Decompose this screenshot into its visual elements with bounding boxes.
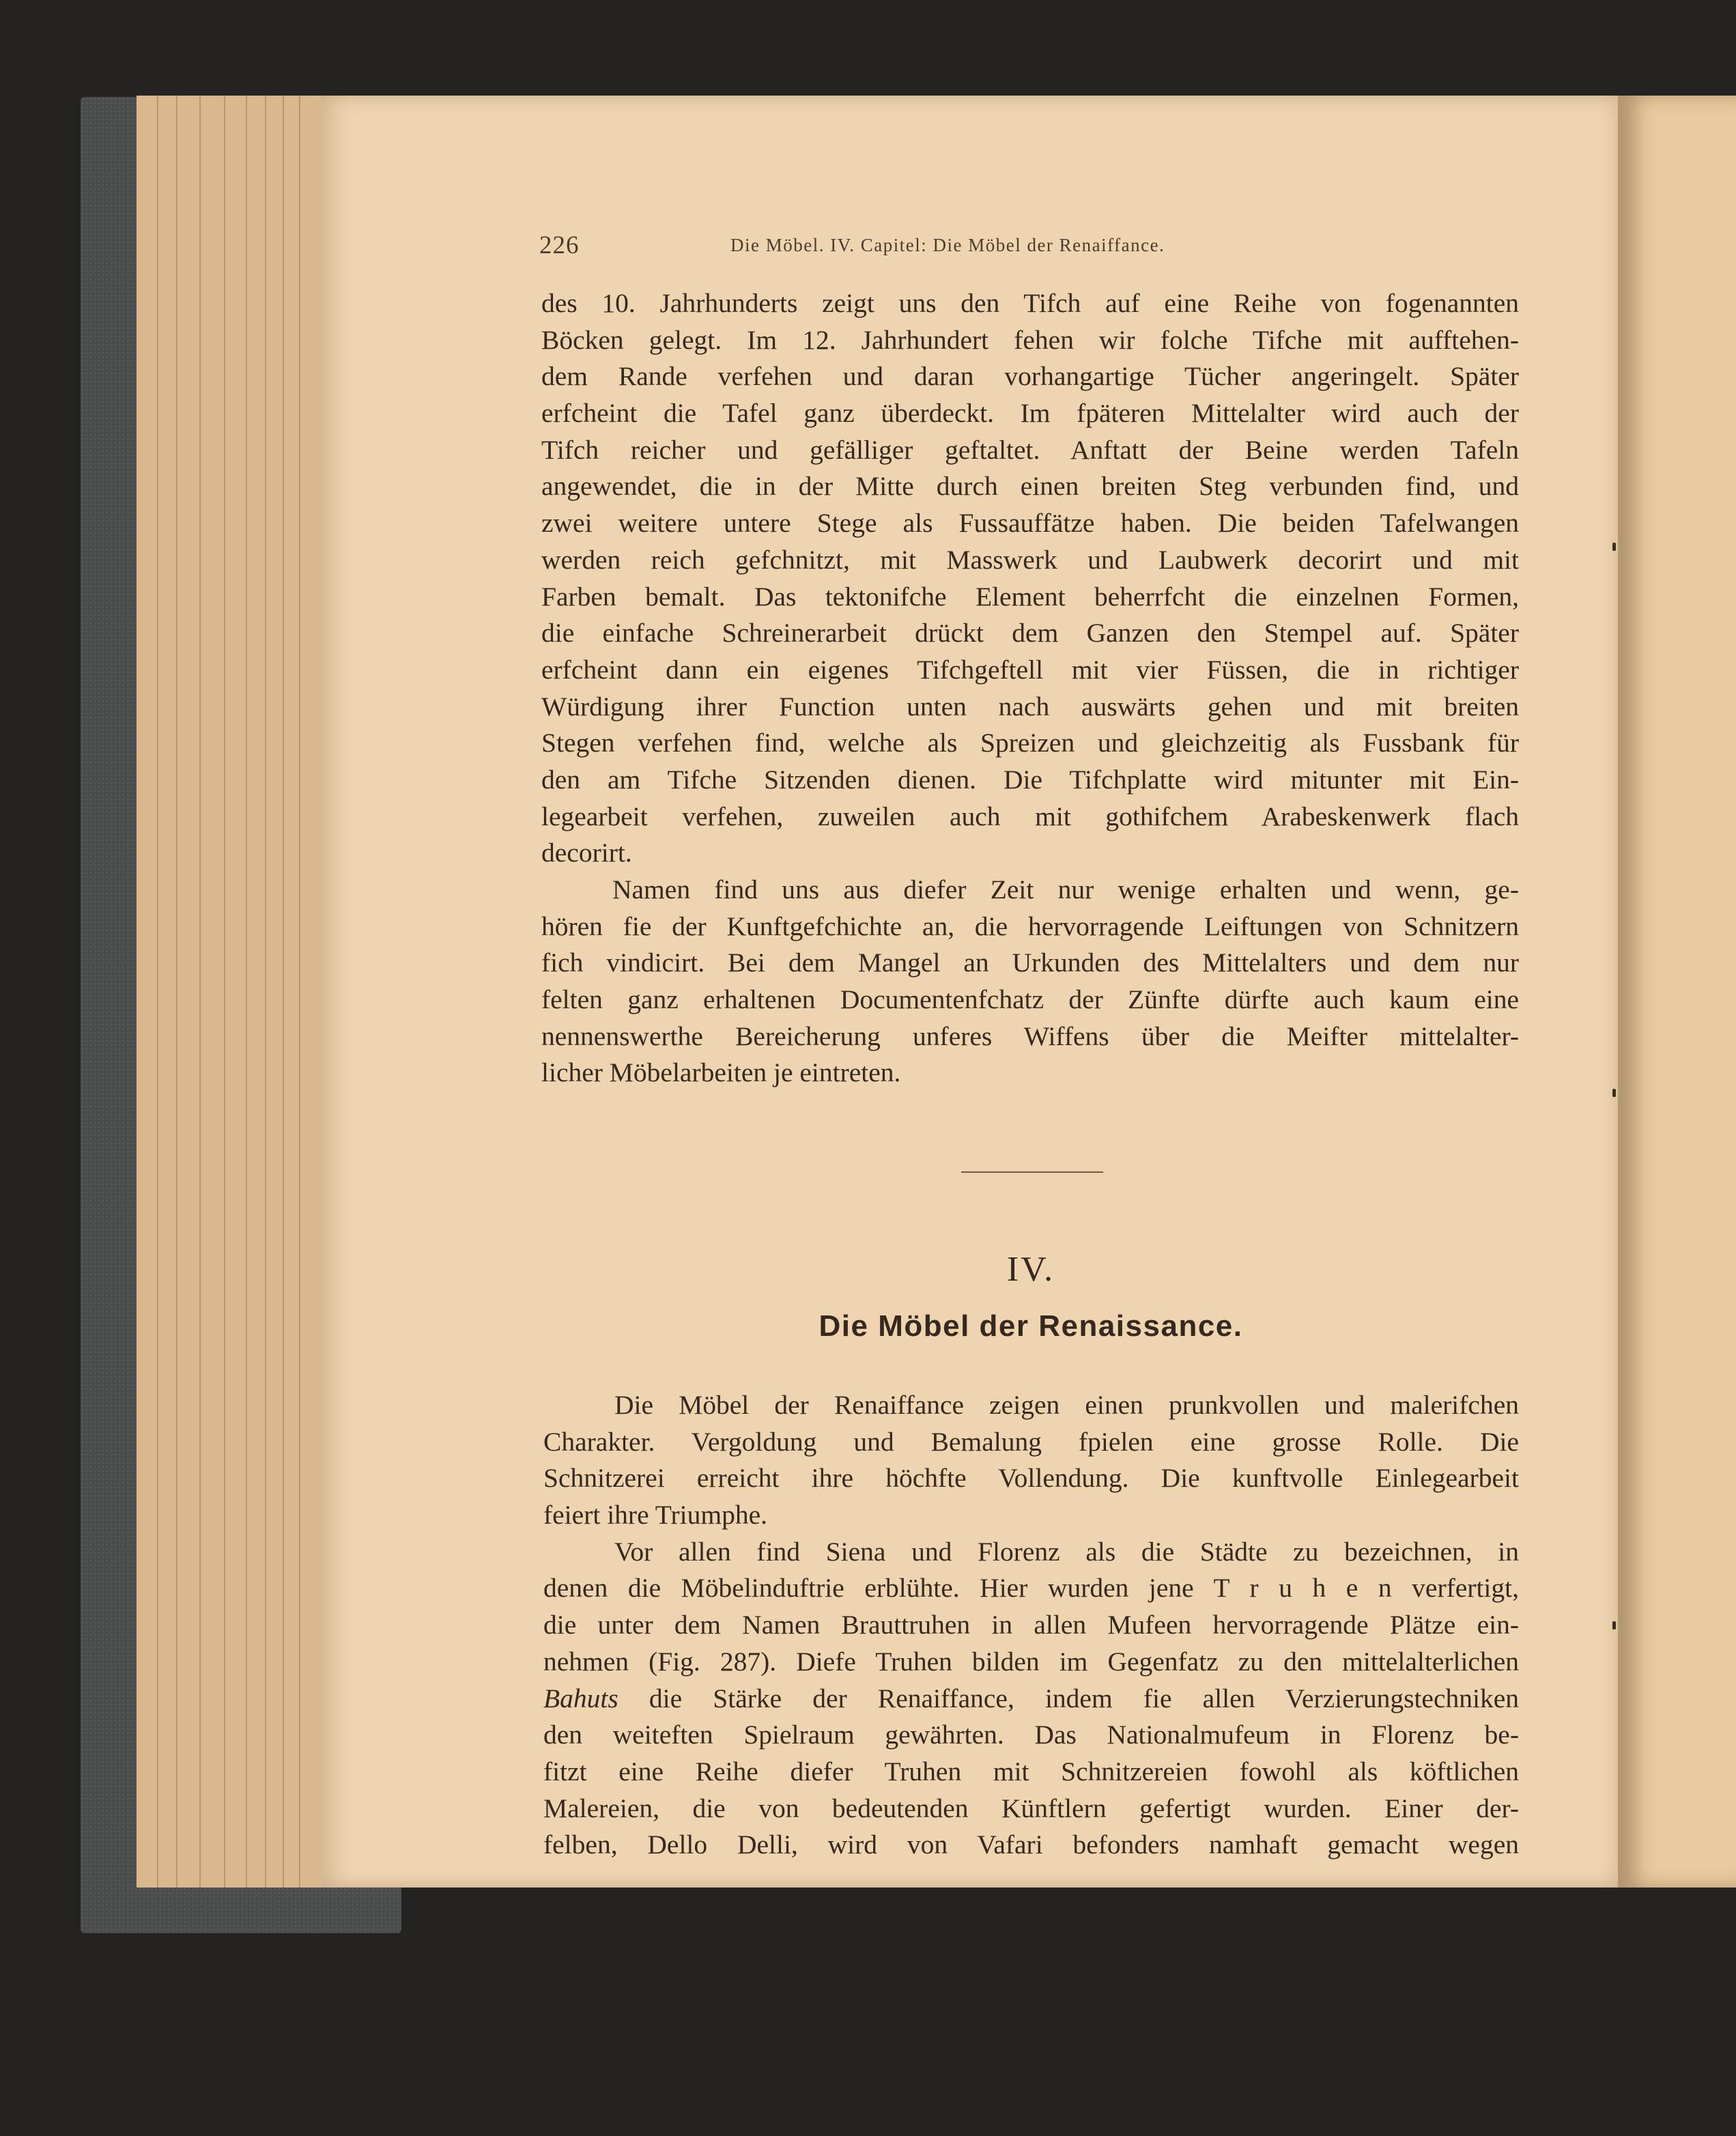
- text-line: den weiteften Spielraum gewährten. Das Nationalmufeum in Florenz be-: [543, 1720, 1519, 1750]
- text-line: den am Tifche Sitzenden dienen. Die Tifchplatte wird mitunter mit Ein-: [541, 764, 1519, 795]
- text-line: Die Möbel der Renaiffance zeigen einen prunkvollen und malerifchen: [614, 1390, 1519, 1420]
- text-line: dem Rande verfehen und daran vorhangartige Tücher angeringelt. Später: [541, 361, 1519, 392]
- text-line: Farben bemalt. Das tektonifche Element beherrfcht die einzelnen Formen,: [541, 581, 1519, 612]
- text-line: hören fie der Kunftgefchichte an, die hervorragende Leiftungen von Schnitzern: [541, 911, 1519, 941]
- text-line: nehmen (Fig. 287). Diefe Truhen bilden im Gegenfatz zu den mittelalterlichen: [543, 1646, 1519, 1677]
- page-number: 226: [539, 231, 580, 259]
- text-line: zwei weitere untere Stege als Fussauffätze haben. Die beiden Tafelwangen: [541, 508, 1519, 539]
- text-line: felten ganz erhaltenen Documentenfchatz der Zünfte dürfte auch kaum eine: [541, 984, 1519, 1015]
- text-line: nennenswerthe Bereicherung unferes Wiffens über die Meifter mittelalter-: [541, 1021, 1519, 1051]
- text-line: feiert ihre Triumphe.: [543, 1500, 768, 1530]
- chapter-title: Die Möbel der Renaissance.: [819, 1309, 1243, 1343]
- running-header: [539, 231, 1522, 265]
- text-line: Malereien, die von bedeutenden Künftlern gefertigt wurden. Einer der-: [543, 1793, 1519, 1823]
- text-line: Namen find uns aus diefer Zeit nur wenige erhalten und wenn, ge-: [612, 874, 1519, 905]
- page-marker: [1612, 543, 1616, 551]
- text-line: angewendet, die in der Mitte durch einen breiten Steg verbunden find, und: [541, 471, 1519, 502]
- text-line: Tifch reicher und gefälliger geftaltet. Anftatt der Beine werden Tafeln: [541, 434, 1519, 465]
- chapter-numeral: IV.: [1006, 1250, 1055, 1289]
- text-line: erfcheint dann ein eigenes Tifchgeftell mit vier Füssen, die in richtiger: [541, 654, 1519, 685]
- facing-page-edge: [1618, 96, 1736, 1888]
- text-line: Böcken gelegt. Im 12. Jahrhundert fehen wir folche Tifche mit aufftehen-: [541, 324, 1519, 355]
- text-line: Schnitzerei erreicht ihre höchfte Vollendung. Die kunftvolle Einlegearbeit: [543, 1463, 1519, 1494]
- text-line: decorirt.: [541, 838, 632, 868]
- page-marker: [1612, 1089, 1616, 1097]
- text-line: die einfache Schreinerarbeit drückt dem Ganzen den Stempel auf. Später: [541, 618, 1519, 649]
- text-line: werden reich gefchnitzt, mit Masswerk und Laubwerk decorirt und mit: [541, 544, 1519, 575]
- text-line: die unter dem Namen Brauttruhen in allen Mufeen hervorragende Plätze ein-: [543, 1610, 1519, 1640]
- text-line: Stegen verfehen find, welche als Spreizen und gleichzeitig als Fussbank für: [541, 728, 1519, 758]
- text-line: legearbeit verfehen, zuweilen auch mit gothifchem Arabeskenwerk flach: [541, 801, 1519, 831]
- text-line: Würdigung ihrer Function unten nach auswärts gehen und mit breiten: [541, 691, 1519, 722]
- page-marker: [1612, 1621, 1616, 1629]
- text-line: felben, Dello Delli, wird von Vafari befonders namhaft gemacht wegen: [543, 1829, 1519, 1860]
- text-line: Charakter. Vergoldung und Bemalung fpielen eine grosse Rolle. Die: [543, 1426, 1519, 1457]
- running-title: Die Möbel. IV. Capitel: Die Möbel der Renaiffance.: [730, 235, 1165, 255]
- text-line: Vor allen find Siena und Florenz als die Städte zu bezeichnen, in: [614, 1536, 1519, 1567]
- text-line: denen die Möbelinduftrie erblühte. Hier wurden jene T r u h e n verfertigt,: [543, 1573, 1519, 1604]
- text-line: Bahuts die Stärke der Renaiffance, indem fie allen Verzierungstechniken: [543, 1683, 1519, 1713]
- text-line: fich vindicirt. Bei dem Mangel an Urkunden des Mittelalters und dem nur: [541, 948, 1519, 978]
- text-line: licher Möbelarbeiten je eintreten.: [541, 1057, 901, 1088]
- section-divider: [961, 1171, 1103, 1173]
- text-block-before: [541, 285, 1519, 1092]
- text-line: erfcheint die Tafel ganz überdeckt. Im fpäteren Mittelalter wird auch der: [541, 398, 1519, 429]
- text-line: fitzt eine Reihe diefer Truhen mit Schnitzereien fowohl als köftlichen: [543, 1756, 1519, 1786]
- text-line: des 10. Jahrhunderts zeigt uns den Tifch auf eine Reihe von fogenannten: [541, 288, 1519, 318]
- text-block-after: [543, 1387, 1519, 1864]
